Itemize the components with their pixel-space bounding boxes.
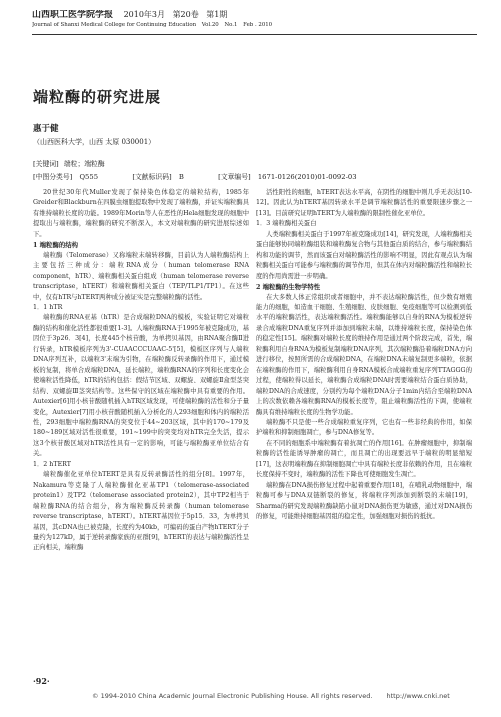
author-name: 惠于健 — [33, 124, 59, 134]
subsection-heading: 1．2 hTERT — [33, 460, 71, 468]
subsection-heading: 1．3 端粒酶相关蛋白 — [256, 220, 317, 228]
keywords-value: 端粒；端粒酶 — [63, 160, 105, 168]
volume: 第20卷 — [172, 10, 199, 19]
paragraph: 在不同的细胞系中端粒酶有着抗凋亡的作用[16]。在肿瘤细胞中，抑制端粒酶的活性能诱导肿瘤的凋亡，而且凋亡的出现要远早于端粒的明显缩短[17]，这表明端粒酶在抑制细胞凋亡中具有端粒长度非依赖的作用，且在端粒长度保持不变时，端粒酶的活性下降也可使细胞发生凋亡。 — [256, 439, 472, 479]
page-number: ·92· — [33, 676, 50, 686]
journal-header — [32, 10, 477, 29]
journal-header-cn — [32, 10, 477, 20]
clc-value: Q555 — [79, 173, 99, 181]
article-id-value: 1671-0126(2010)01-0092-03 — [257, 173, 357, 181]
author-affiliation: （山西医科大学，山西 太原 030001） — [33, 138, 156, 146]
journal-header-en — [32, 21, 477, 29]
paragraph: 端粒酶在DNA损伤修复过程中起着重要作用[18]，在哺乳动物细胞中，端粒酶可参与DNA双链断裂的修复，将端粒序列添加到断裂的末端[19]，Sharma的研究发现端粒酶缺陷小鼠对DNA损伤更为敏感，通过对DNA损伤的修复，可能维持细胞基因组的稳定性，加强细胞对损伤的抵抗。 — [256, 481, 472, 521]
date-en: Feb . 2010 — [243, 22, 273, 28]
keywords-line — [33, 158, 108, 168]
section-heading: 2 端粒酶的生物学特性 — [256, 283, 321, 292]
paragraph: 20世纪30年代Muller发现了保持染色体稳定的端粒结构，1985年Greider和Blackburn在四膜虫细胞提取物中发现了端粒酶，并证实端粒酶具有维持端粒长度的功能。1989年Morin等人在恶性的Hela细胞发现的细胞中提取出与端粒酶，端粒酶的研究不断深入，本文对端粒酶的研究进展综述如下。 — [33, 189, 249, 238]
copyright-text: © 1994-2010 China Academic Journal Electronic Publishing House. All rights reserved. — [92, 692, 373, 700]
paragraph: 端粒酶（Telomerase）又称端粒末端转移酶，目前认为人端粒酶结构上主要包括三种成分：端粒RNA成分（human telomerase RNA component，hTR）、端粒酶相关蛋白组成（human telomerase reverse transcriptase，hTERT）和端粒酶相关蛋白（TEP/TLP1/TP1）。在这些中，仅有hTR与hTERT两种成分被证实是完整端粒酶的活性。 — [33, 251, 249, 301]
paragraph: 端粒酶催化亚单位hTERT是具有反转录酶活性的组分[8]。1997年，Nakamura等克隆了人端粒酶催化亚基TP1（telomerase-associated protein1）及TP2（telomerase associated protein2），其中TP2相当于端粒酶RNA的结合组分，称为端粒酶反转录酶（human telomerase reverse transcriptase，hTERT）。hTERT基因位于5p15．33，为单拷贝基因，其cDNA也已被克隆，长度约为40kb，可编码的蛋白产物hTERT分子量约为127kD，属于逆转录酶家族的亚群[9]，hTERT的表达与端粒酶活性呈正向相关，端粒酶 — [33, 471, 249, 552]
issue-en: No.1 — [224, 22, 238, 28]
classification-line — [33, 171, 362, 181]
paragraph: 活性阳性的细胞，hTERT表达水平高，在阴性的细胞中则几乎无表达[10-12]。因此认为hTERT基因转录水平是调节端粒酶活性的重要限速步骤之一[13]。目前研究证明hTERT为人端粒酶的限制性催化亚单位。 — [256, 189, 472, 217]
doc-code-label: [文献标识码] — [132, 173, 172, 181]
paragraph: 人类端粒酶相关蛋白于1997年被克隆成功[14]，研究发现，人端粒酶相关蛋白能够协同端粒酶组装和端粒酶复合物与其他蛋白质的结合，参与端粒酶结构和功能的调节，然而该蛋白对端粒酶活性的影响不明显，因此有观点认为端粒酶相关蛋白可能参与端粒酶的调节作用，但其在体内对端粒酶活性和端粒长度的作用尚需进一步明确。 — [256, 230, 472, 280]
article-id-label: [文章编号] — [218, 173, 251, 181]
right-column — [256, 188, 472, 523]
article-title: 端粒酶的研究进展 — [33, 88, 162, 106]
doc-code-value: B — [178, 173, 184, 181]
left-column — [33, 188, 249, 554]
section-heading: 1 端粒酶的结构 — [33, 241, 79, 250]
footer-url[interactable]: http://www.cnki.net — [386, 692, 450, 700]
journal-name-en: Journal of Shanxi Medical College for Continuing Education — [32, 22, 197, 28]
volume-en: Vol.20 — [201, 22, 219, 28]
subsection-heading: 1．1 hTR — [33, 303, 63, 311]
copyright-footer — [92, 692, 450, 700]
paragraph: 在大多数人体正常组织或者细胞中，并不表达端粒酶活性，但少数有增殖能力的细胞，如造血干细胞、生殖细胞、皮肤细胞、免疫细胞等可以检测到低水平的端粒酶活性，表达端粒酶活性。端粒酶能够以自身的RNA为模板逆转录合成端粒DNA重复序列并添加到端粒末端，以维持端粒长度，保持染色体的稳定性[15]。端粒酶对端粒长度的维持作用是通过两个阶段完成，首先，端粒酶利用自身RNA为模板复制端粒DNA序列，其次端粒酶沿着端粒DNA方向进行移位，按照所需的合成端粒DNA，在端粒DNA末端复制更多端粒，依据在端粒酶的作用下，端粒酶利用自身RNA模板合成端粒重复序列TTAGGG的过程，使端粒得以延长，端粒酶合成端粒DNA时需要端粒结合蛋白质协助，端粒DNA的合成速度，分别约为每个端粒DNA分子1min内结合至端粒DNA上的次数依赖各端粒酶RNA的模板长度等，阻止端粒酶活性的下调，使端粒酶具有维持端粒长度的生物学功能。 — [256, 293, 472, 416]
paragraph: 端粒酶不只是使一些合成端粒重复序列，它也有一些非经典的作用，如保护端粒和抑制细胞凋亡，参与DNA修复等。 — [256, 418, 472, 437]
clc-label: [中图分类号] — [33, 173, 73, 181]
issue-date: 2010年3月 — [123, 10, 166, 19]
keywords-label: [关键词] — [33, 160, 59, 168]
header-rule — [32, 34, 477, 35]
paragraph: 端粒酶的RNA亚基（hTR）是合成端粒DNA的模板，实验证明它对端粒酶的结构和催化活性都很重要[1-3]。人端粒酶RNA于1995年被克隆成功，基因位于3p26．3[4]，长度445个核苷酸，为单拷贝基因，由RNA聚合酶Ⅱ进行转录，hTR模板序列为3'-CUAACCCUAAC-5'[5]，模板区序列与人端粒DNA序列互补，以端粒3'末端为引物，在端粒酶反转录酶的作用下，通过模板的复制，将单合成端粒DNA，延长端粒，端粒酶RNA的序列和长度变化会使端粒活性降低，hTR的结构包括：假结节区域、双螺旋、双螺旋Ⅱ盒型茎突结构、双螺旋Ⅲ茎突结构等。这些保守的区域在端粒酶中具有重要的作用。Autexier[6]用小核苷酸随机插入hTR区域发现，可使端粒酶的活性和分子量变化，Autexier[7]用小核苷酸随机插入分析化的人293细胞和体内的端粒活性，293细胞中端粒酶RNA的突变位于44~203区域，其中的170~179及180~189区域对活性很重要，191~199中的突变均对hTR完全失活，提示这3个核苷酸区域对hTR活性具有一定的影响，可能与端粒酶亚单位结合有关。 — [33, 314, 249, 458]
issue: 第1期 — [206, 10, 228, 19]
journal-name-cn: 山西职工医学院学报 — [32, 10, 114, 20]
